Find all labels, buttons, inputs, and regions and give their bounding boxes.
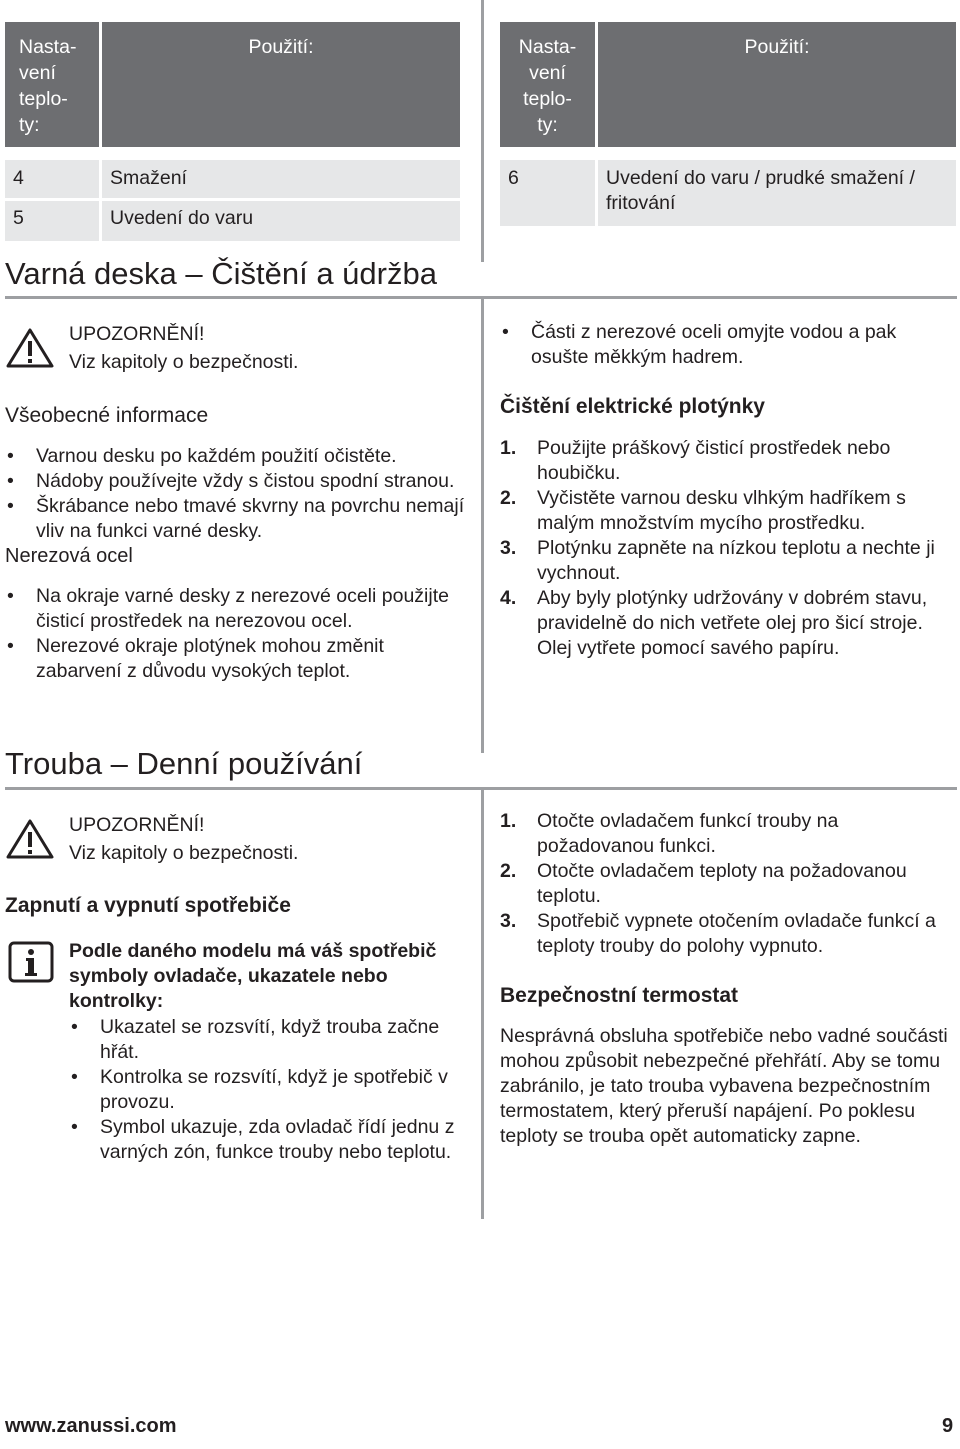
table-left-row-setting: 5	[5, 201, 99, 241]
list-item: • Kontrolka se rozsvítí, když je spotřebič v provozu.	[69, 1065, 464, 1115]
table-left-row-usage: Uvedení do varu	[102, 201, 460, 241]
steel-list	[5, 584, 465, 684]
table-right-row-setting: 6	[500, 160, 595, 226]
table-left-header-setting: Nasta- vení teplo- ty:	[5, 22, 99, 147]
list-item: 4. Aby byly plotýnky udržovány v dobrém stavu, pravidelně do nich vetřete olej pro šicí stroje. Olej vytřete pomocí savého papíru.	[500, 587, 928, 659]
warning-text: Viz kapitoly o bezpečnosti.	[69, 842, 299, 864]
right-column-1	[500, 320, 955, 661]
section-title-cleaning: Varná deska – Čištění a údržba	[5, 256, 437, 291]
list-item: • Nerezové okraje plotýnek mohou změnit zabarvení z důvodu vysokých teplot.	[5, 634, 465, 684]
list-item: • Škrábance nebo tmavé skvrny na povrchu nemají vliv na funkci varné desky.	[5, 494, 465, 544]
column-divider	[481, 789, 484, 1219]
general-list	[5, 444, 465, 544]
heading-general: Všeobecné informace	[5, 404, 209, 427]
list-item: • Varnou desku po každém použití očistěte.	[5, 444, 465, 469]
heading-plate-cleaning: Čištění elektrické plotýnky	[500, 395, 765, 418]
list-item: 2. Otočte ovladačem teploty na požadovanou teplotu.	[500, 860, 907, 907]
oven-steps	[500, 809, 955, 959]
heading-stainless-steel: Nerezová ocel	[5, 545, 133, 567]
warning-text: Viz kapitoly o bezpečnosti.	[69, 351, 299, 373]
info-text: Podle daného modelu má váš spotřebič symboly ovladače, ukazatele nebo kontrolky:	[69, 940, 437, 1012]
table-left-row-usage: Smažení	[102, 160, 460, 198]
list-item: 2. Vyčistěte varnou desku vlhkým hadříkem s malým množstvím mycího prostředku.	[500, 487, 906, 534]
column-divider	[481, 298, 484, 753]
left-column-1	[5, 403, 465, 684]
right-column-2	[500, 809, 955, 1149]
table-right-header-setting: Nasta- vení teplo- ty:	[500, 22, 595, 147]
list-item: • Části z nerezové oceli omyjte vodou a pak osušte měkkým hadrem.	[500, 320, 955, 370]
list-item: • Symbol ukazuje, zda ovladač řídí jednu z varných zón, funkce trouby nebo teplotu.	[69, 1115, 464, 1165]
thermostat-text: Nesprávná obsluha spotřebiče nebo vadné součásti mohou způsobit nebezpečné přehřátí. Aby se tomu zabránilo, je tato trouba vybavena bezpečnostním termostatem, který přeruší napájení. Po poklesu teploty se trouba opět automaticky zapne.	[500, 1025, 948, 1147]
table-left-row-setting: 4	[5, 160, 99, 198]
table-left-header-usage: Použití:	[102, 22, 460, 147]
warning-icon	[5, 327, 55, 369]
list-item: 1. Otočte ovladačem funkcí trouby na požadovanou funkci.	[500, 810, 839, 857]
list-item: 1. Použijte práškový čisticí prostředek nebo houbičku.	[500, 437, 891, 484]
warning-title: UPOZORNĚNÍ!	[69, 814, 205, 836]
steel-list-cont	[500, 320, 955, 370]
list-item: 3. Spotřebič vypnete otočením ovladače funkcí a teploty trouby do polohy vypnuto.	[500, 910, 936, 957]
list-item: 3. Plotýnku zapněte na nízkou teplotu a nechte ji vychnout.	[500, 537, 935, 584]
footer-url[interactable]: www.zanussi.com	[5, 1415, 177, 1437]
column-divider	[481, 0, 484, 262]
section-title-oven: Trouba – Denní používání	[5, 746, 363, 781]
heading-thermostat: Bezpečnostní termostat	[500, 984, 739, 1007]
table-right-header-usage: Použití:	[598, 22, 956, 147]
list-item: • Nádoby používejte vždy s čistou spodní stranou.	[5, 469, 465, 494]
heading-on-off: Zapnutí a vypnutí spotřebiče	[5, 894, 291, 917]
list-item: • Ukazatel se rozsvítí, když trouba začne hřát.	[69, 1015, 464, 1065]
table-right-row-usage: Uvedení do varu / prudké smažení / fritování	[598, 160, 956, 226]
info-list	[69, 1015, 464, 1165]
page-number: 9	[942, 1415, 954, 1437]
info-block	[69, 939, 464, 1165]
info-icon	[8, 941, 54, 983]
warning-icon	[5, 818, 55, 860]
list-item: • Na okraje varné desky z nerezové oceli použijte čisticí prostředek na nerezovou ocel.	[5, 584, 465, 634]
warning-title: UPOZORNĚNÍ!	[69, 323, 205, 345]
plate-steps	[500, 436, 955, 661]
